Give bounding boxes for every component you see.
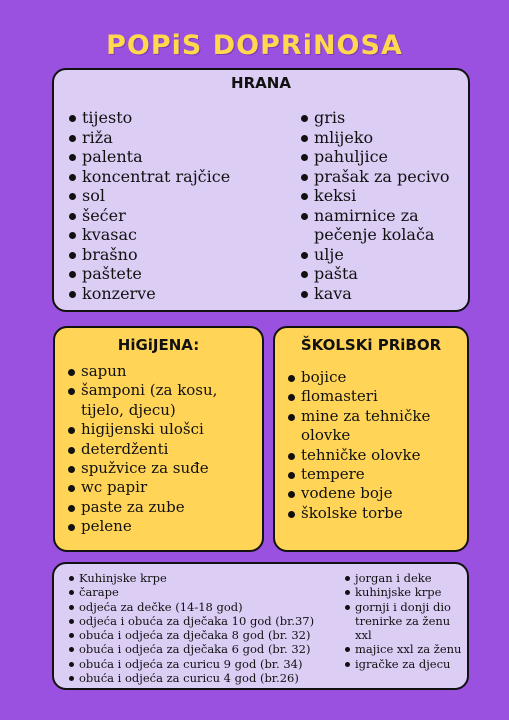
list-item: pašta <box>300 264 465 284</box>
list-item: spužvice za suđe <box>67 459 259 478</box>
list-item: gris <box>300 108 465 128</box>
list-item: tijesto <box>68 108 290 128</box>
list-item: vodene boje <box>287 484 465 503</box>
list-item: riža <box>68 128 290 148</box>
list-item: flomasteri <box>287 387 465 406</box>
list-item: paste za zube <box>67 498 259 517</box>
list-item: čarape <box>68 585 338 599</box>
ostalo-card <box>52 562 469 690</box>
list-item: brašno <box>68 245 290 265</box>
list-item: Kuhinjske krpe <box>68 571 338 585</box>
hrana-list-left <box>68 108 290 303</box>
list-item: wc papir <box>67 478 259 497</box>
list-item: kava <box>300 284 465 304</box>
list-item: sol <box>68 186 290 206</box>
list-item: majice xxl za ženu <box>344 642 462 656</box>
skolski-pribor-card <box>273 326 469 552</box>
list-item: palenta <box>68 147 290 167</box>
hrana-list-right <box>300 108 465 303</box>
skolski-pribor-list <box>287 368 465 523</box>
list-item: mine za tehničke olovke <box>287 407 465 446</box>
skolski-pribor-title: ŠKOLSKi PRiBOR <box>300 336 442 354</box>
list-item: obuća i odjeća za dječaka 8 god (br. 32) <box>68 628 338 642</box>
list-item: ulje <box>300 245 465 265</box>
list-item: prašak za pecivo <box>300 167 465 187</box>
list-item: odjeća za dečke (14-18 god) <box>68 600 338 614</box>
list-item: higijenski ulošci <box>67 420 259 439</box>
list-item: jorgan i deke <box>344 571 462 585</box>
list-item: obuća i odjeća za curicu 4 god (br.26) <box>68 671 338 685</box>
list-item: pahuljice <box>300 147 465 167</box>
list-item: koncentrat rajčice <box>68 167 290 187</box>
list-item: keksi <box>300 186 465 206</box>
higijena-title: HiGiJENA: <box>117 336 200 354</box>
list-item: mlijeko <box>300 128 465 148</box>
page-title: POPiS DOPRiNOSA <box>106 30 403 61</box>
list-item: odjeća i obuća za dječaka 10 god (br.37) <box>68 614 338 628</box>
list-item: kuhinjske krpe <box>344 585 462 599</box>
list-item: tehničke olovke <box>287 446 465 465</box>
list-item: gornji i donji dio trenirke za ženu xxl <box>344 600 462 643</box>
list-item: obuća i odjeća za dječaka 6 god (br. 32) <box>68 642 338 656</box>
list-item: namirnice za pečenje kolača <box>300 206 465 245</box>
list-item: paštete <box>68 264 290 284</box>
list-item: pelene <box>67 517 259 536</box>
list-item: sapun <box>67 362 259 381</box>
list-item: deterdženti <box>67 440 259 459</box>
list-item: bojice <box>287 368 465 387</box>
list-item: šećer <box>68 206 290 226</box>
list-item: kvasac <box>68 225 290 245</box>
list-item: školske torbe <box>287 504 465 523</box>
list-item: tempere <box>287 465 465 484</box>
ostalo-list-right <box>344 571 462 671</box>
list-item: šamponi (za kosu, tijelo, djecu) <box>67 381 259 420</box>
list-item: obuća i odjeća za curicu 9 god (br. 34) <box>68 657 338 671</box>
higijena-card <box>53 326 264 552</box>
hrana-card <box>52 68 470 312</box>
list-item: konzerve <box>68 284 290 304</box>
list-item: igračke za djecu <box>344 657 462 671</box>
ostalo-list-left <box>68 571 338 685</box>
hrana-title: HRANA <box>231 74 291 92</box>
higijena-list <box>67 362 259 537</box>
